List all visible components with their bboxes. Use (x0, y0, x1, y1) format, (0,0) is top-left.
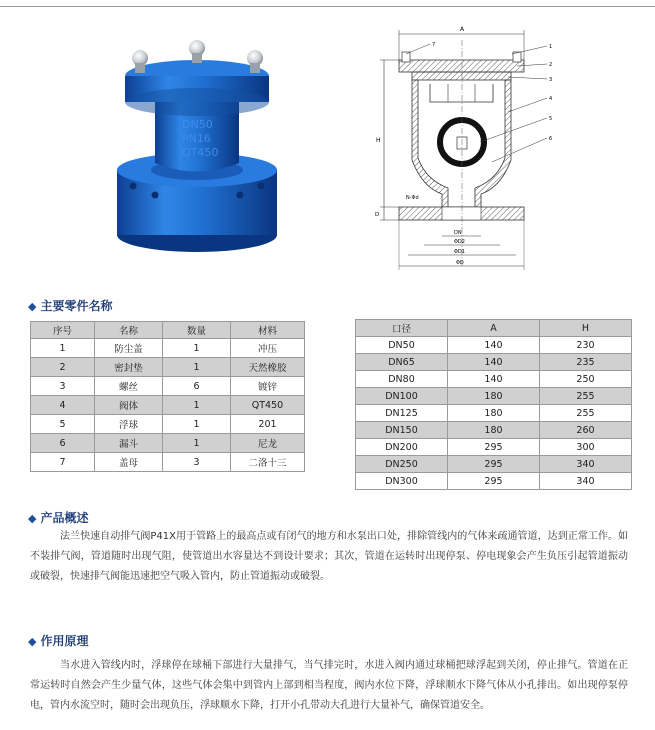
overview-section-title: ◆ 产品概述 (28, 511, 89, 525)
diamond-bullet-icon: ◆ (28, 300, 37, 313)
cell: 295 (448, 456, 540, 473)
overview-text: 法兰快速自动排气阀P41X用于管路上的最高点或有闭气的地方和水泵出口处，排除管线内的气体来疏通管道，达到正常工作。如不装排气阀，管道随时出现气阻，使管道出水容量达不到设计要求；其次，管道在运转时出现停泵、停电现象会产生负压引起管道振动或破裂，快速排气阀能迅速把空气吸入管内，防止管道振动或破裂。 (30, 531, 628, 582)
callout-4: 4 (549, 96, 553, 102)
cell: 340 (540, 473, 632, 490)
table-row (31, 396, 305, 415)
cell: 1 (163, 434, 231, 453)
parts-section-title: ◆ 主要零件名称 (28, 299, 113, 313)
table-row (356, 388, 632, 405)
cell: 6 (163, 377, 231, 396)
cell: 255 (540, 388, 632, 405)
col-header: 材料 (231, 322, 305, 339)
cell: 180 (448, 422, 540, 439)
cell: 180 (448, 405, 540, 422)
table-row (31, 377, 305, 396)
cell: 300 (540, 439, 632, 456)
cell: 2 (31, 358, 95, 377)
cell: 201 (231, 415, 305, 434)
cell: 295 (448, 473, 540, 490)
cell: 螺丝 (95, 377, 163, 396)
cell: 二洛十三 (231, 453, 305, 472)
table-row (356, 337, 632, 354)
dim-d-outer-label: ΦD (456, 260, 464, 266)
table-row (356, 422, 632, 439)
dim-h-label: H (376, 137, 381, 144)
overview-paragraph (30, 527, 628, 587)
cell: 6 (31, 434, 95, 453)
table-row (31, 453, 305, 472)
cell: DN200 (356, 439, 448, 456)
cell: 140 (448, 337, 540, 354)
cell: 5 (31, 415, 95, 434)
diamond-bullet-icon: ◆ (28, 512, 37, 525)
dim-d-label: D (375, 212, 380, 218)
principle-text: 当水进入管线内时，浮球停在球桶下部进行大量排气，当气排完时，水进入阀内通过球桶把球浮起到关闭，停止排气。管道在正常运转时自然会产生少量气体，这些气体会集中到管内上部到相当程度，阀内水位下降，浮球顺水下降气体从小孔排出。如出现停泵停电，管内水流空时，随时会出现负压，浮球顺水下降，打开小孔带动大孔进行大量补气，确保管道安全。 (30, 660, 628, 711)
cell: 250 (540, 371, 632, 388)
cell: 1 (31, 339, 95, 358)
cell: 180 (448, 388, 540, 405)
cell: 4 (31, 396, 95, 415)
cell: 1 (163, 396, 231, 415)
col-header: A (448, 320, 540, 337)
diamond-bullet-icon: ◆ (28, 635, 37, 648)
cell: 295 (448, 439, 540, 456)
svg-text:PN16: PN16 (182, 132, 211, 145)
callout-3: 3 (549, 77, 553, 83)
cell: DN250 (356, 456, 448, 473)
cell: 235 (540, 354, 632, 371)
cell: 天然橡胶 (231, 358, 305, 377)
col-header: H (540, 320, 632, 337)
cell: DN150 (356, 422, 448, 439)
callout-7: 7 (432, 42, 436, 48)
cell: 防尘盖 (95, 339, 163, 358)
col-header: 口径 (356, 320, 448, 337)
callout-6: 6 (549, 136, 553, 142)
cell: 260 (540, 422, 632, 439)
cell: 140 (448, 354, 540, 371)
cell: 冲压 (231, 339, 305, 358)
dim-n-label: N-Φd (406, 195, 419, 201)
cell: 浮球 (95, 415, 163, 434)
principle-section-title: ◆ 作用原理 (28, 634, 89, 648)
cell: 230 (540, 337, 632, 354)
callout-1: 1 (549, 44, 553, 50)
cell: 镀锌 (231, 377, 305, 396)
top-rule (0, 6, 655, 7)
cell: 340 (540, 456, 632, 473)
cell: DN80 (356, 371, 448, 388)
dim-a-label: A (460, 26, 465, 33)
cell: DN125 (356, 405, 448, 422)
table-row (356, 456, 632, 473)
col-header: 名称 (95, 322, 163, 339)
table-header-row (31, 322, 305, 339)
table-row (356, 405, 632, 422)
col-header: 序号 (31, 322, 95, 339)
dimension-table (355, 319, 632, 490)
valve-photo (100, 30, 295, 260)
col-header: 数量 (163, 322, 231, 339)
cell: 尼龙 (231, 434, 305, 453)
cell: 阀体 (95, 396, 163, 415)
table-row (356, 354, 632, 371)
cell: QT450 (231, 396, 305, 415)
svg-text:QT450: QT450 (182, 146, 219, 159)
table-row (31, 339, 305, 358)
table-row (356, 371, 632, 388)
cell: 3 (31, 377, 95, 396)
table-row (31, 358, 305, 377)
cell: 3 (163, 453, 231, 472)
cell: DN50 (356, 337, 448, 354)
dim-d2-label: ΦD2 (454, 239, 465, 245)
principle-paragraph (30, 656, 628, 716)
cell: DN65 (356, 354, 448, 371)
cell: DN100 (356, 388, 448, 405)
technical-drawing (372, 22, 587, 277)
table-header-row (356, 320, 632, 337)
cell: 密封垫 (95, 358, 163, 377)
dim-d1-label: ΦD1 (454, 249, 465, 255)
cell: 1 (163, 339, 231, 358)
cell: 140 (448, 371, 540, 388)
cell: 1 (163, 358, 231, 377)
cell: 盖母 (95, 453, 163, 472)
table-row (356, 473, 632, 490)
table-row (31, 415, 305, 434)
cell: 255 (540, 405, 632, 422)
svg-text:DN50: DN50 (182, 118, 213, 131)
cell: 漏斗 (95, 434, 163, 453)
table-row (31, 434, 305, 453)
cell: DN300 (356, 473, 448, 490)
dim-dn-label: DN (454, 230, 462, 236)
parts-table (30, 321, 305, 472)
callout-5: 5 (549, 116, 553, 122)
callout-2: 2 (549, 62, 553, 68)
table-row (356, 439, 632, 456)
cell: 7 (31, 453, 95, 472)
cell: 1 (163, 415, 231, 434)
